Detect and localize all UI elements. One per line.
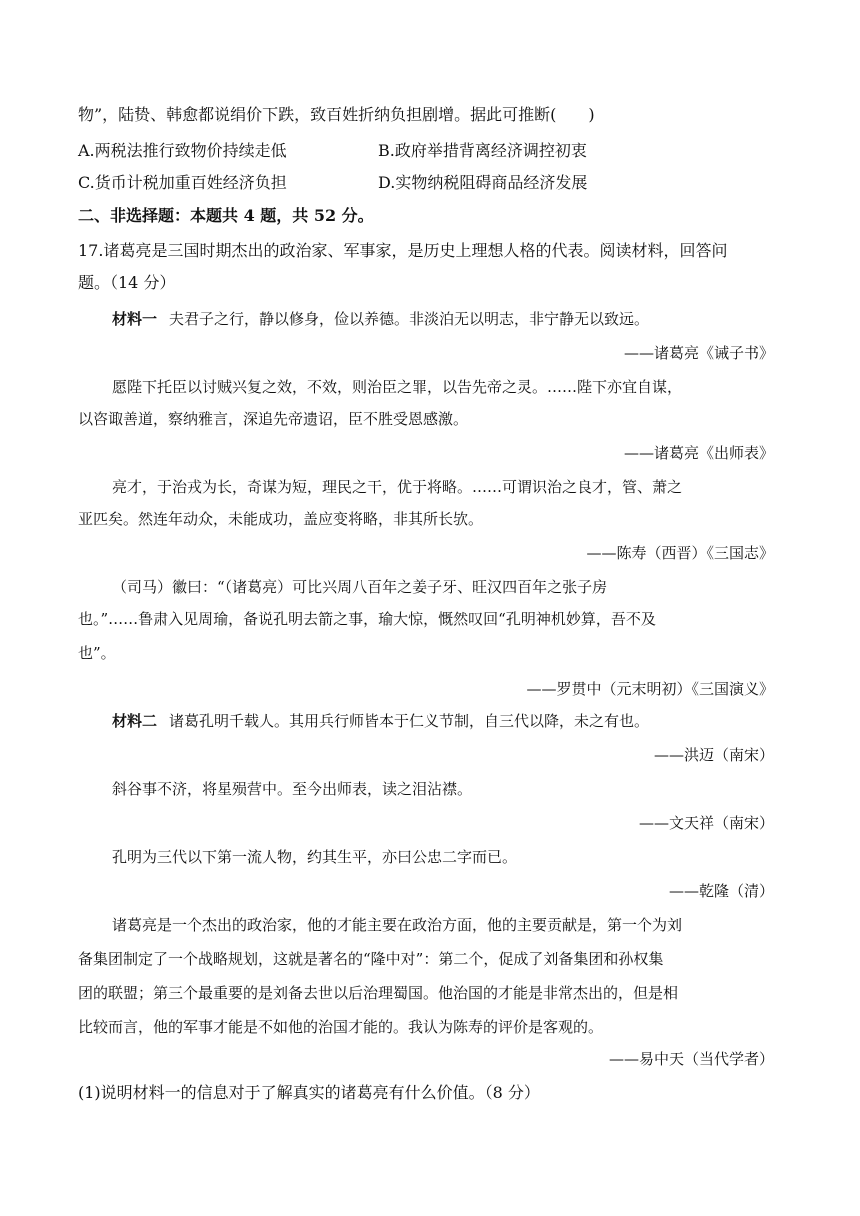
material1-para1 bbox=[112, 308, 649, 330]
q16-stem-tail: 物”，陆贽、韩愈都说绢价下跌，致百姓折纳负担剧增。据此可推断( ) bbox=[78, 105, 595, 124]
material2-source1: ——洪迈（南宋） bbox=[653, 746, 774, 764]
material1-source1: ——诸葛亮《诫子书》 bbox=[623, 344, 774, 362]
material2-source2: ——文天祥（南宋） bbox=[638, 814, 774, 832]
material1-source4: ——罗贯中（元末明初）《三国演义》 bbox=[526, 680, 774, 698]
q16-option-c: C.货币计税加重百姓经济负担 bbox=[78, 173, 287, 192]
material2-source4: ——易中天（当代学者） bbox=[608, 1050, 774, 1068]
material2-label: 材料二 bbox=[112, 712, 158, 730]
material2-para2: 斜谷事不济，将星殒营中。至今出师表，读之泪沾襟。 bbox=[112, 780, 473, 798]
material2-para4-line1: 诸葛亮是一个杰出的政治家，他的才能主要在政治方面，他的主要贡献是，第一个为刘 bbox=[112, 916, 683, 934]
material2-source3: ——乾隆（清） bbox=[668, 882, 774, 900]
material1-para2-line2: 以咨诹善道，察纳雅言，深追先帝遗诏，臣不胜受恩感激。 bbox=[78, 410, 469, 428]
material1-para4-line3: 也”。 bbox=[78, 644, 116, 662]
material1-para1-text: 夫君子之行，静以修身，俭以养德。非淡泊无以明志，非宁静无以致远。 bbox=[169, 310, 650, 328]
material1-para3-line1: 亮才，于治戎为长，奇谋为短，理民之干，优于将略。……可谓识治之良才，管、萧之 bbox=[112, 478, 683, 496]
q16-option-d: D.实物纳税阻碍商品经济发展 bbox=[378, 173, 588, 192]
q16-option-a: A.两税法推行致物价持续走低 bbox=[78, 141, 287, 160]
material2-para1-text: 诸葛孔明千载人。其用兵行师皆本于仁义节制，自三代以降，未之有也。 bbox=[169, 712, 650, 730]
material1-label: 材料一 bbox=[112, 310, 158, 328]
q16-option-b: B.政府举措背离经济调控初衷 bbox=[378, 141, 587, 160]
material1-para2-line1: 愿陛下托臣以讨贼兴复之效，不效，则治臣之罪，以告先帝之灵。……陛下亦宜自谋， bbox=[112, 378, 683, 396]
material1-para4-line1: （司马）徽曰：“（诸葛亮）可比兴周八百年之姜子牙、旺汉四百年之张子房 bbox=[112, 578, 608, 596]
material2-para1 bbox=[112, 710, 649, 732]
material2-para4-line3: 团的联盟；第三个最重要的是刘备去世以后治理蜀国。他治国的才能是非常杰出的，但是相 bbox=[78, 984, 679, 1002]
material2-para3: 孔明为三代以下第一流人物，约其生平，亦曰公忠二字而已。 bbox=[112, 848, 518, 866]
section-heading: 二、非选择题：本题共 4 题，共 52 分。 bbox=[78, 206, 374, 225]
material1-para4-line2: 也。”……鲁肃入见周瑜，备说孔明去箭之事，瑜大惊，慨然叹回“孔明神机妙算，吾不及 bbox=[78, 610, 656, 628]
q17-stem-line2: 题。（14 分） bbox=[78, 273, 176, 292]
material2-para4-line2: 备集团制定了一个战略规划，这就是著名的“隆中对”：第二个，促成了刘备集团和孙权集 bbox=[78, 950, 664, 968]
q17-subquestion-1: (1)说明材料一的信息对于了解真实的诸葛亮有什么价值。（8 分） bbox=[78, 1083, 540, 1102]
q17-stem-line1: 17.诸葛亮是三国时期杰出的政治家、军事家，是历史上理想人格的代表。阅读材料，回答问 bbox=[78, 241, 728, 260]
material1-para3-line2: 亚匹矣。然连年动众，未能成功，盖应变将略，非其所长欤。 bbox=[78, 510, 484, 528]
material1-source3: ——陈寿（西晋）《三国志》 bbox=[586, 544, 774, 562]
material1-source2: ——诸葛亮《出师表》 bbox=[623, 444, 774, 462]
material2-para4-line4: 比较而言，他的军事才能是不如他的治国才能的。我认为陈寿的评价是客观的。 bbox=[78, 1018, 604, 1036]
